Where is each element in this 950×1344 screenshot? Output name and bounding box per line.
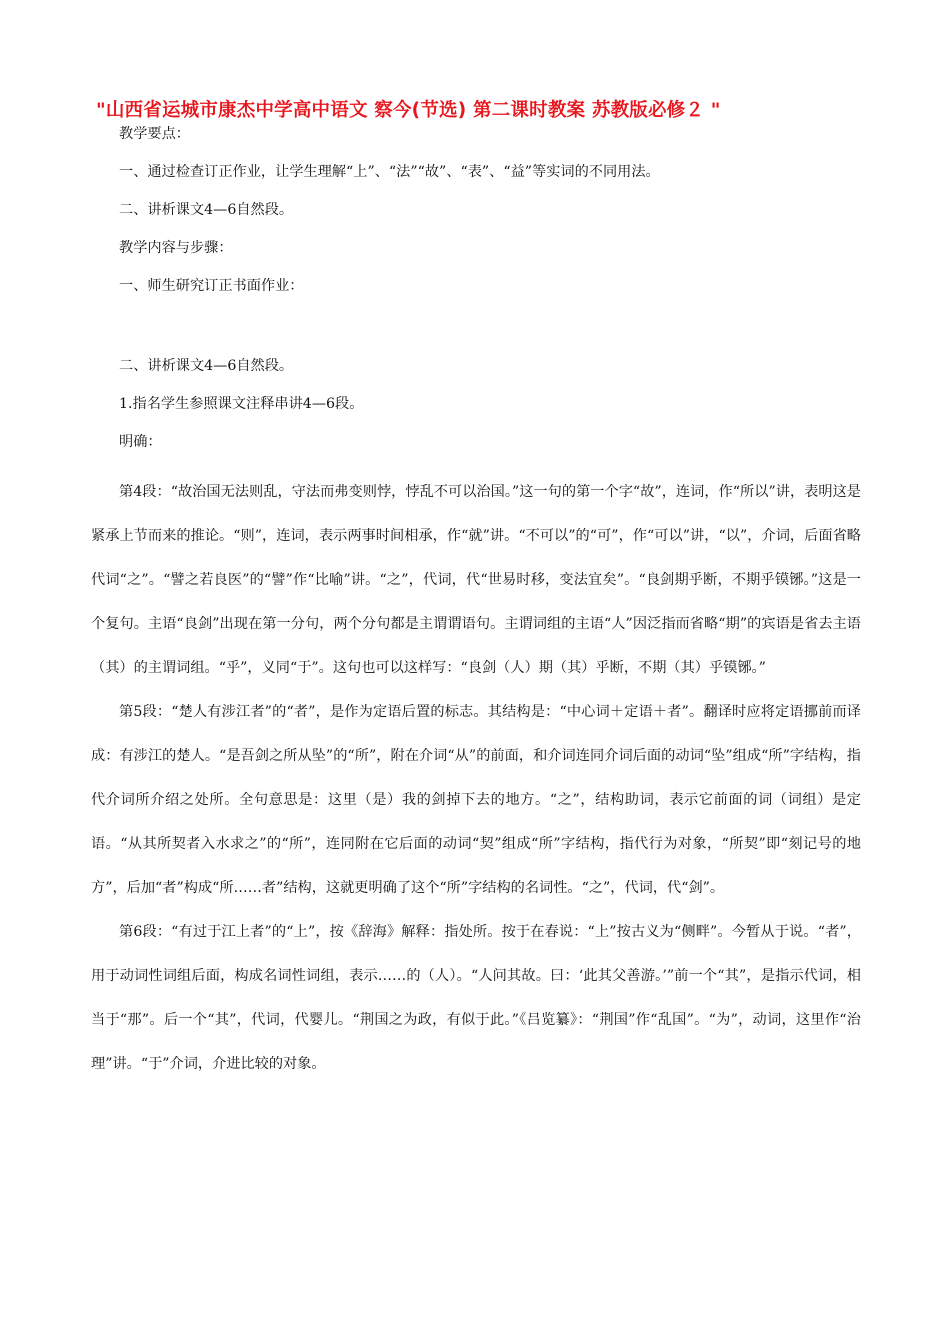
teaching-point-2: 二、讲析课文4—6自然段。 (119, 202, 294, 218)
teaching-points-heading: 教学要点： (119, 126, 190, 142)
paragraph-4-analysis: 第4段：“故治国无法则乱，守法而弗变则悖，悖乱不可以治国。”这一句的第一个字“故”，连词，作“所以”讲，表明这是紧承上节而来的推论。“则”，连词，表示两事时间相承，作“就”讲。“不可以”的“可”，作“可以”讲，“以”，介词，后面省略代词“之”。“譬之若良医”的“譬”作“比喻”讲。“之”，代词，代“世易时移，变法宜矣”。“良剑期乎断，不期乎镆铘。”这是一个复句。主语“良剑”出现在第一分句，两个分句都是主谓谓语句。主谓词组的主语“人”因泛指而省略“期”的宾语是省去主语（其）的主谓词组。“乎”，义同“于”。这句也可以这样写：“良剑（人）期（其）乎断，不期（其）乎镆铘。” (91, 484, 861, 676)
document-body (91, 124, 861, 1086)
teaching-point-1: 一、通过检查订正作业，让学生理解“上”、“法”“故”、“表”、“益”等实词的不同用法。 (119, 164, 660, 180)
step-2: 二、讲析课文4—6自然段。 (119, 358, 294, 374)
clarify-label: 明确： (119, 434, 162, 450)
step-1: 一、师生研究订正书面作业： (119, 278, 304, 294)
paragraph-5-analysis: 第5段：“楚人有涉江者”的“者”，是作为定语后置的标志。其结构是：“中心词＋定语＋者”。翻译时应将定语挪前而译成：有涉江的楚人。“是吾剑之所从坠”的“所”，附在介词“从”的前面，和介词连同介词后面的动词“坠”组成“所”字结构，指代介词所介绍之处所。全句意思是：这里（是）我的剑掉下去的地方。“之”，结构助词，表示它前面的词（词组）是定语。“从其所契者入水求之”的“所”，连同附在它后面的动词“契”组成“所”字结构，指代行为对象，“所契”即“刻记号的地方”，后加“者”构成“所……者”结构，这就更明确了这个“所”字结构的名词性。“之”，代词，代“剑”。 (91, 704, 861, 896)
step-2-1: 1.指名学生参照课文注释串讲4—6段。 (119, 396, 364, 412)
paragraph-6-analysis: 第6段：“有过于江上者”的“上”，按《辞海》解释：指处所。按于在春说：“上”按古义为“侧畔”。今暂从于说。“者”，用于动词性词组后面，构成名词性词组，表示……的（人）。“人问其故。曰：‘此其父善游。’”前一个“其”，是指示代词，相当于“那”。后一个“其”，代词，代婴儿。“荆国之为政，有似于此。”《吕览纂》：“荆国”作“乱国”。“为”，动词，这里作“治理”讲。“于”介词，介进比较的对象。 (91, 924, 861, 1072)
content-steps-heading: 教学内容与步骤： (119, 240, 233, 256)
document-title: "山西省运城市康杰中学高中语文 察今(节选) 第二课时教案 苏教版必修２ " (96, 100, 721, 121)
